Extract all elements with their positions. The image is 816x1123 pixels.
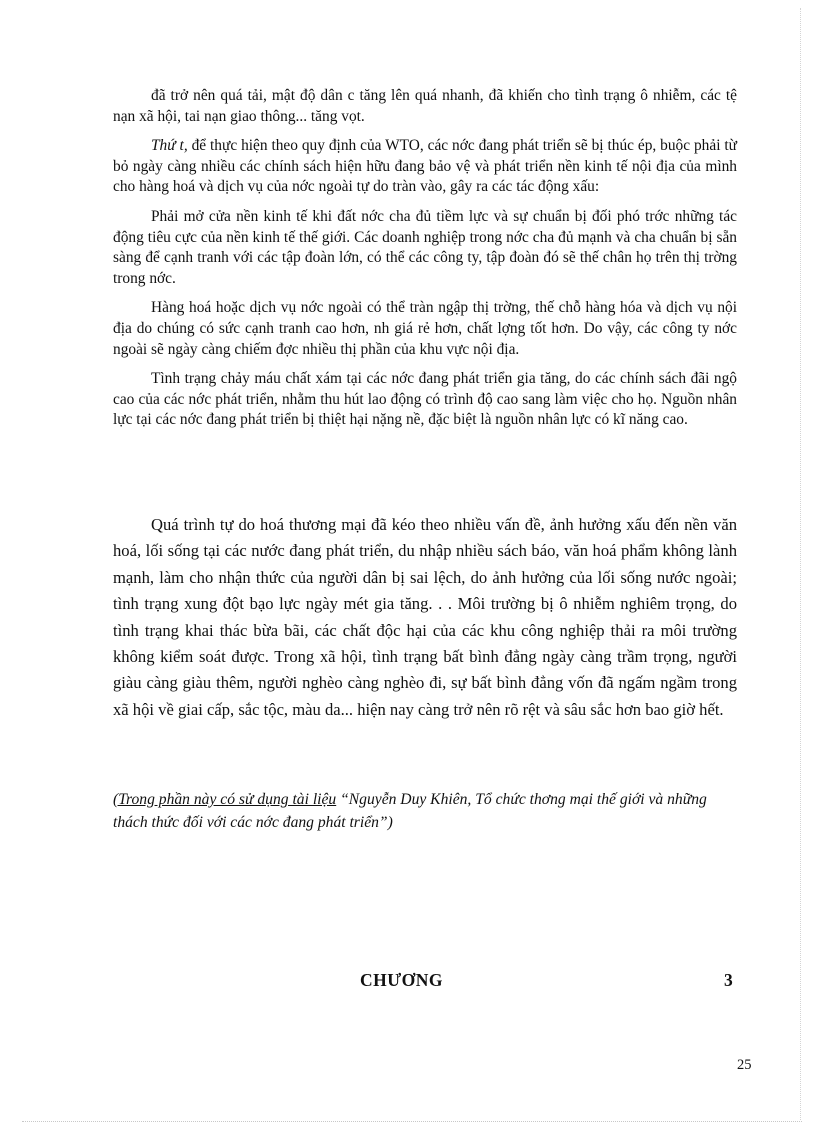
paragraph-lead-italic: Thứ t, — [151, 137, 188, 155]
body-text-block-large — [113, 512, 737, 723]
paragraph-brain-drain: Tình trạng chảy máu chất xám tại các nớc đang phát triển gia tăng, do các chính sách đãi ngộ cao của các nớc phát triển, nhằm thu hút lao động có trình độ cao sang làm việc cho họ. Nguồn nhân lực tại các nớc đang phát triển bị thiệt hại nặng nề, đặc biệt là nguồn nhân lực có kĩ năng cao. — [113, 370, 737, 429]
citation-lead: (Trong phần này có sử dụng tài liệu — [113, 791, 337, 808]
citation-note — [113, 788, 743, 834]
citation-source: “Nguyễn Duy Khiên, Tổ chức thơng mại thế giới và những thách thức đối với các nớc đang phát triển”) — [113, 791, 707, 831]
chapter-label: CHƯƠNG — [360, 970, 444, 990]
page-number: 25 — [737, 1057, 752, 1073]
chapter-number: 3 — [724, 970, 733, 990]
bottom-dotted-rule — [22, 1121, 802, 1122]
paragraph-continuation: đã trở nên quá tải, mật độ dân c tăng lên quá nhanh, đã khiến cho tình trạng ô nhiễm, các tệ nạn xã hội, tai nạn giao thông... tăng vọt. — [113, 87, 737, 125]
right-dotted-rule — [800, 8, 801, 1120]
paragraph-trade-liberalization: Quá trình tự do hoá thương mại đã kéo theo nhiều vấn đề, ảnh hưởng xấu đến nền văn hoá, lối sống tại các nước đang phát triển, du nhập nhiều sách báo, văn hoá phẩm không lành mạnh, làm cho nhận thức của người dân bị sai lệch, do ảnh hưởng của lối sống nước ngoài; tình trạng xung đột bạo lực ngày mét gia tăng. . . Môi trường bị ô nhiễm nghiêm trọng, do tình trạng khai thác bừa bãi, các chất độc hại của các khu công nghiệp thải ra môi trường không kiểm soát được. Trong xã hội, tình trạng bất bình đẳng ngày càng trầm trọng, người giàu càng giàu thêm, người nghèo càng nghèo đi, sự bất bình đẳng vốn đã ngấm ngầm trong xã hội về giai cấp, sắc tộc, màu da... hiện nay càng trở nên rõ rệt và sâu sắc hơn bao giờ hết. — [113, 515, 737, 719]
paragraph-economy-opening: Phải mở cửa nền kinh tế khi đất nớc cha đủ tiềm lực và sự chuẩn bị đối phó trớc những tác động tiêu cực của nền kinh tế thế giới. Các doanh nghiệp trong nớc cha đủ mạnh và cha chuẩn bị sẵn sàng để cạnh tranh với các tập đoàn lớn, có thể các công ty, tập đoàn đó sẽ thế chân họ trên thị trờng trong nớc. — [113, 207, 737, 287]
paragraph-wto — [113, 136, 737, 198]
chapter-heading — [0, 970, 816, 996]
paragraph-foreign-goods: Hàng hoá hoặc dịch vụ nớc ngoài có thể tràn ngập thị trờng, thế chỗ hàng hóa và dịch vụ nội địa do chúng có sức cạnh tranh cao hơn, nh giá rẻ hơn, chất lợng tốt hơn. Do vậy, các công ty nớc ngoài sẽ ngày càng chiếm đợc nhiều thị phần của khu vực nội địa. — [113, 299, 737, 358]
body-text-block — [113, 86, 737, 440]
paragraph-wto-text: để thực hiện theo quy định của WTO, các nớc đang phát triển sẽ bị thúc ép, buộc phải từ bỏ ngày càng nhiều các chính sách hiện hữu đang bảo vệ và phát triển nền kinh tế nội địa của mình cho hàng hoá và dịch vụ của nớc ngoài tự do tràn vào, gây ra các tác động xấu: — [113, 137, 737, 196]
